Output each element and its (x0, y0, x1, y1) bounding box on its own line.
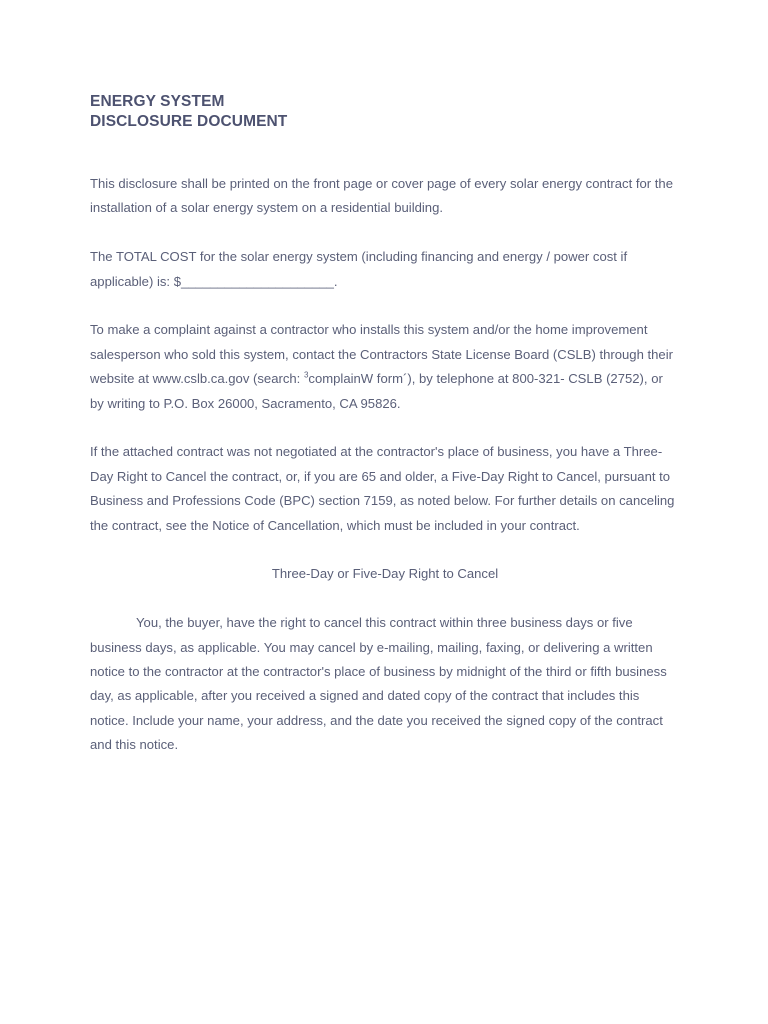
complaint-paragraph (90, 318, 680, 416)
complaint-text-b: complainW form´), by telephone at 800-321- CSLB (2752), or by writing to P.O. Box 26000, Sacramento, CA 95826. (90, 371, 663, 411)
document-title (90, 92, 287, 132)
document-body (90, 172, 680, 782)
title-line-1: ENERGY SYSTEM (90, 93, 225, 110)
total-cost-period: . (333, 273, 338, 289)
right-to-cancel-paragraph: If the attached contract was not negotiated at the contractor's place of business, you have a Three-Day Right to Cancel the contract, or, if you are 65 and older, a Five-Day Right to Cancel, pursuant to Business and Professions Code (BPC) section 7159, as noted below. For further details on canceling the contract, see the Notice of Cancellation, which must be included in your contract. (90, 444, 675, 533)
buyer-rights-paragraph: You, the buyer, have the right to cancel this contract within three business days or five business days, as applicable. You may cancel by e-mailing, mailing, faxing, or delivering a written notice to the contractor at the contractor's place of business by midnight of the third or fifth business day, as applicable, after you received a signed and dated copy of the contract that includes this notice. Include your name, your address, and the date you received the signed copy of the contract and this notice. (90, 615, 667, 753)
section-heading: Three-Day or Five-Day Right to Cancel (271, 566, 499, 582)
complaint-text-a: To make a complaint against a contractor who installs this system and/or the home improvement salesperson who sold this system, contact the Contractors State License Board (CSLB) through their website at www.cslb.ca.gov (search: (90, 322, 673, 387)
total-cost-paragraph (90, 245, 680, 294)
total-cost-blank: _____________________ (180, 273, 334, 289)
total-cost-text: The TOTAL COST for the solar energy system (including financing and energy / power cost if applicable) is: $ (90, 249, 628, 289)
intro-paragraph: This disclosure shall be printed on the front page or cover page of every solar energy contract for the installation of a solar energy system on a residential building. (90, 176, 673, 216)
complaint-superscript: 3 (303, 370, 309, 380)
title-line-2: DISCLOSURE DOCUMENT (90, 113, 288, 130)
